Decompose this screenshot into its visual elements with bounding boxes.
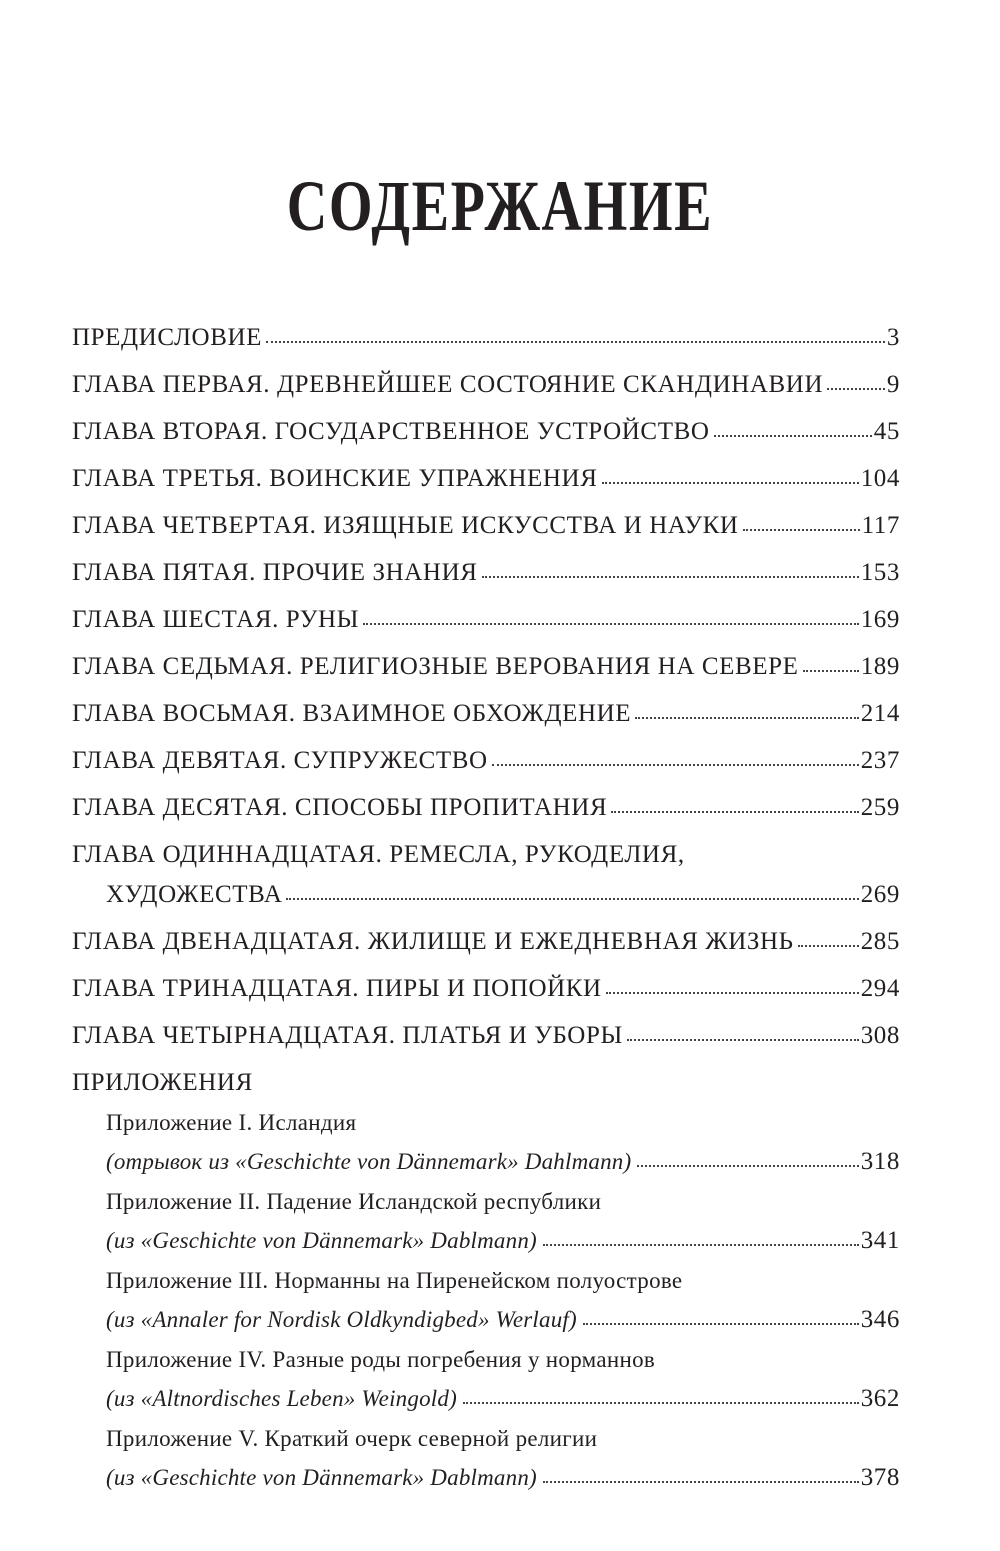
toc-entry-page: 259 [860,794,900,821]
toc-entry-page: 269 [860,881,900,908]
dot-leader [827,387,885,390]
toc-entry-page: 285 [860,928,900,955]
appendix-page: 362 [860,1385,900,1412]
dot-leader [543,1243,859,1246]
toc-entry-label-line1: ГЛАВА ОДИННАДЦАТАЯ. РЕМЕСЛА, РУКОДЕЛИЯ, [72,841,685,868]
toc-entry[interactable] [72,920,900,967]
appendix-title: Приложение I. Исландия [106,1110,357,1135]
toc-entry[interactable] [72,551,900,598]
toc-entry-page: 117 [861,512,900,539]
toc-entry-label-line2: ХУДОЖЕСТВА [106,881,283,908]
appendix-title: Приложение II. Падение Исландской республики [106,1189,602,1214]
dot-leader [611,810,858,813]
appendix-page: 378 [860,1464,900,1491]
toc-entry[interactable] [72,692,900,739]
dot-leader [637,1164,858,1167]
appendices-heading[interactable]: ПРИЛОЖЕНИЯ [72,1069,253,1096]
toc-entry-page: 104 [860,465,900,492]
appendix-entry[interactable] [72,1418,900,1497]
toc-entry[interactable] [72,457,900,504]
appendix-source: (из «Geschichte von Dännemark» Dablmann) [106,1465,537,1490]
toc-entry-page: 153 [860,559,900,586]
toc-entry[interactable] [72,739,900,786]
toc-entry-label: ПРЕДИСЛОВИЕ [72,324,262,351]
toc-entry[interactable] [72,363,900,410]
dot-leader [798,944,859,947]
dot-leader [635,716,859,719]
appendix-page: 318 [860,1148,900,1175]
appendix-source: (из «Altnordisches Leben» Weingold) [106,1386,457,1411]
toc-entry-label: ГЛАВА ПЯТАЯ. ПРОЧИЕ ЗНАНИЯ [72,559,478,586]
dot-leader [266,340,885,343]
toc-entry-label: ГЛАВА ДЕВЯТАЯ. СУПРУЖЕСТВО [72,747,488,774]
appendix-entry[interactable] [72,1339,900,1418]
toc-entry-page: 3 [886,324,900,351]
appendix-source-row [72,1378,900,1418]
toc-entry-multiline[interactable] [72,833,900,920]
toc-entry-page: 9 [886,371,900,398]
appendix-entry[interactable] [72,1181,900,1260]
appendix-title: Приложение V. Краткий очерк северной религии [106,1426,598,1451]
toc-entry[interactable] [72,967,900,1014]
toc-entry-page: 237 [860,747,900,774]
toc-entry[interactable] [72,598,900,645]
toc-entry-page: 189 [860,653,900,680]
appendix-source: (из «Geschichte von Dännemark» Dablmann) [106,1228,537,1253]
appendix-page: 346 [860,1306,900,1333]
toc-entry[interactable] [72,504,900,551]
dot-leader [714,434,872,437]
appendix-source-row [72,1141,900,1181]
appendix-source-row [72,1457,900,1497]
toc-entry-label: ГЛАВА ЧЕТЫРНАДЦАТАЯ. ПЛАТЬЯ И УБОРЫ [72,1022,623,1049]
appendix-source-row [72,1220,900,1260]
toc-entry-label: ГЛАВА ДВЕНАДЦАТАЯ. ЖИЛИЩЕ И ЕЖЕДНЕВНАЯ ЖИЗНЬ [72,928,794,955]
dot-leader [602,481,859,484]
dot-leader [363,622,859,625]
appendix-source: (из «Annaler for Nordisk Oldkyndigbed» Werlauf) [106,1307,577,1332]
appendix-title: Приложение III. Норманны на Пиренейском полуострове [106,1268,683,1293]
toc-entry-label: ГЛАВА СЕДЬМАЯ. РЕЛИГИОЗНЫЕ ВЕРОВАНИЯ НА СЕВЕРЕ [72,653,799,680]
toc-entry-label: ГЛАВА ШЕСТАЯ. РУНЫ [72,606,360,633]
toc-entry-label: ГЛАВА ТРЕТЬЯ. ВОИНСКИЕ УПРАЖНЕНИЯ [72,465,598,492]
dot-leader [743,528,860,531]
toc-entry-label: ГЛАВА ТРИНАДЦАТАЯ. ПИРЫ И ПОПОЙКИ [72,975,602,1002]
appendix-page: 341 [860,1227,900,1254]
toc-entry-page: 214 [860,700,900,727]
dot-leader [627,1038,859,1041]
toc-entry-label: ГЛАВА ЧЕТВЕРТАЯ. ИЗЯЩНЫЕ ИСКУССТВА И НАУКИ [72,512,739,539]
appendix-entry[interactable] [72,1260,900,1339]
dot-leader [606,991,859,994]
toc-entry-page: 45 [873,418,900,445]
toc-entry-page: 294 [860,975,900,1002]
toc-entry-label: ГЛАВА ПЕРВАЯ. ДРЕВНЕЙШЕЕ СОСТОЯНИЕ СКАНДИНАВИИ [72,371,824,398]
table-of-contents [72,316,900,1497]
toc-entry[interactable] [72,410,900,457]
appendix-title: Приложение IV. Разные роды погребения у норманнов [106,1347,656,1372]
toc-entry[interactable] [72,645,900,692]
toc-entry[interactable] [72,1014,900,1061]
dot-leader [543,1480,859,1483]
page-title: СОДЕРЖАНИЕ [286,166,714,246]
appendix-source-row [72,1299,900,1339]
toc-entry-label: ГЛАВА ВТОРАЯ. ГОСУДАРСТВЕННОЕ УСТРОЙСТВО [72,418,710,445]
toc-entry[interactable] [72,316,900,363]
toc-entry-label: ГЛАВА ВОСЬМАЯ. ВЗАИМНОЕ ОБХОЖДЕНИЕ [72,700,632,727]
dot-leader [803,669,859,672]
toc-entry-page: 169 [860,606,900,633]
dot-leader [492,763,859,766]
toc-entry-line2 [72,880,900,920]
appendix-source: (отрывок из «Geschichte von Dännemark» Dahlmann) [106,1149,632,1174]
dot-leader [583,1322,859,1325]
toc-entry[interactable] [72,786,900,833]
toc-entry-page: 308 [860,1022,900,1049]
toc-entry-label: ГЛАВА ДЕСЯТАЯ. СПОСОБЫ ПРОПИТАНИЯ [72,794,608,821]
dot-leader [482,575,859,578]
dot-leader [463,1401,859,1404]
appendix-entry[interactable] [72,1102,900,1181]
dot-leader [286,897,858,900]
